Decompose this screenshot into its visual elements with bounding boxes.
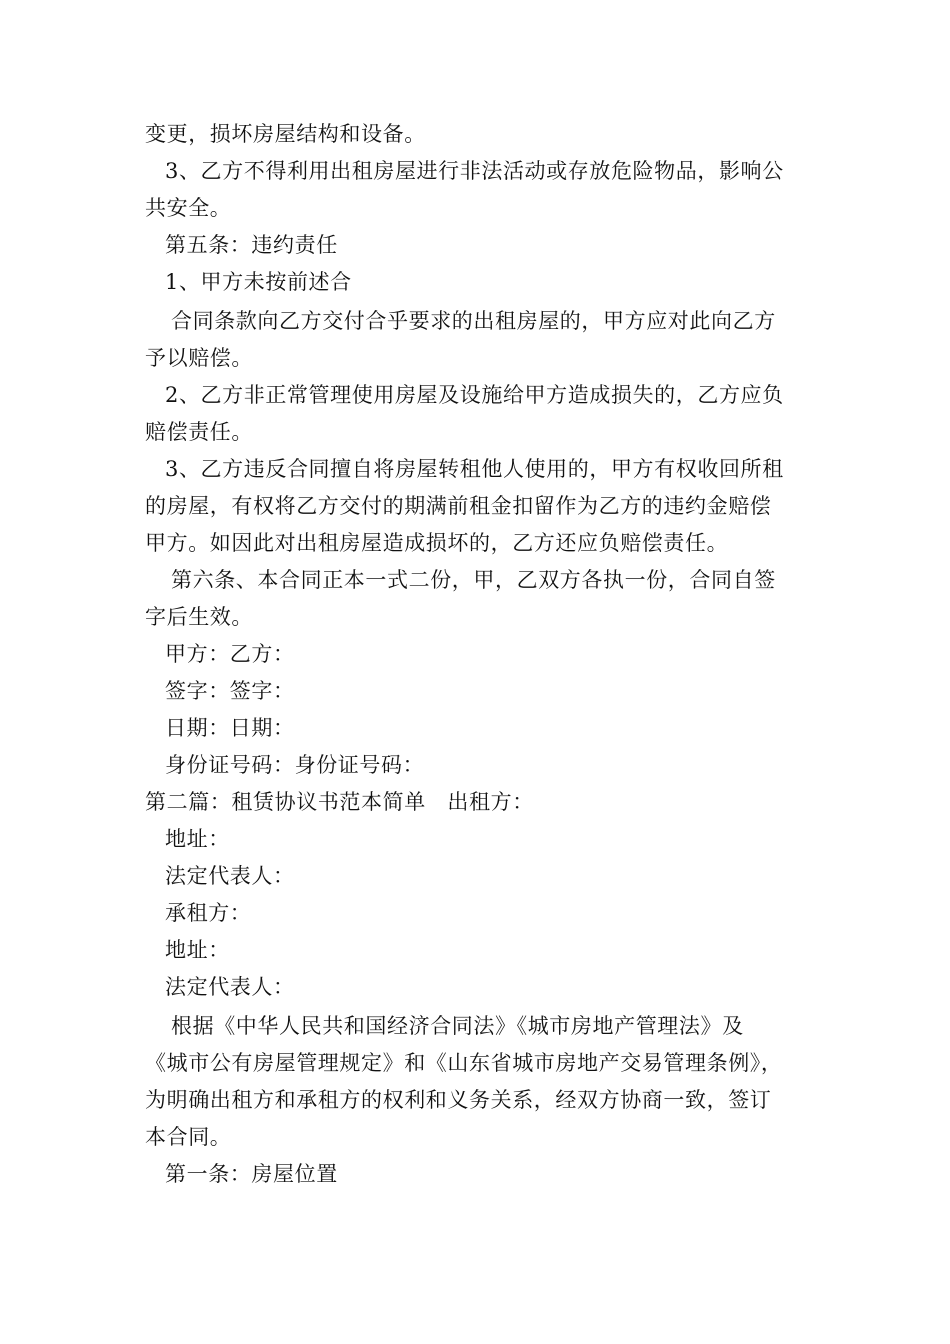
text-line: 3、乙方违反合同擅自将房屋转租他人使用的，甲方有权收回所租	[165, 457, 784, 481]
lessee-line: 承租方：	[165, 901, 252, 925]
text-line: 为明确出租方和承租方的权利和义务关系，经双方协商一致，签订	[145, 1088, 772, 1112]
text-line: 的房屋，有权将乙方交付的期满前租金扣留作为乙方的违约金赔偿	[145, 494, 772, 518]
id-number-line: 身份证号码：身份证号码：	[165, 753, 425, 777]
legal-representative-line: 法定代表人：	[165, 975, 295, 999]
signature-party-line: 甲方：乙方：	[165, 642, 295, 666]
section-heading: 第一条：房屋位置	[165, 1162, 338, 1186]
signature-line: 签字：签字：	[165, 679, 295, 703]
text-line: 合同条款向乙方交付合乎要求的出租房屋的，甲方应对此向乙方	[171, 309, 776, 333]
legal-representative-line: 法定代表人：	[165, 864, 295, 888]
address-line: 地址：	[165, 938, 230, 962]
text-line: 2、乙方非正常管理使用房屋及设施给甲方造成损失的，乙方应负	[165, 383, 784, 407]
text-line: 甲方。如因此对出租房屋造成损坏的，乙方还应负赔偿责任。	[145, 531, 729, 555]
text-line: 变更，损坏房屋结构和设备。	[145, 122, 426, 146]
text-line: 共安全。	[145, 196, 232, 220]
text-line: 根据《中华人民共和国经济合同法》《城市房地产管理法》及	[171, 1014, 744, 1038]
text-line: 字后生效。	[145, 605, 253, 629]
section-heading: 第二篇：租赁协议书范本简单 出租方：	[145, 790, 534, 814]
text-line: 赔偿责任。	[145, 420, 253, 444]
text-line: 予以赔偿。	[145, 346, 253, 370]
address-line: 地址：	[165, 827, 230, 851]
text-line: 本合同。	[145, 1125, 232, 1149]
text-line: 3、乙方不得利用出租房屋进行非法活动或存放危险物品，影响公	[165, 159, 784, 183]
date-line: 日期：日期：	[165, 716, 295, 740]
text-line: 《城市公有房屋管理规定》和《山东省城市房地产交易管理条例》，	[145, 1051, 783, 1075]
text-line: 1、甲方未按前述合	[165, 270, 352, 294]
section-heading: 第五条：违约责任	[165, 233, 338, 257]
text-line: 第六条、本合同正本一式二份，甲，乙双方各执一份，合同自签	[171, 568, 776, 592]
